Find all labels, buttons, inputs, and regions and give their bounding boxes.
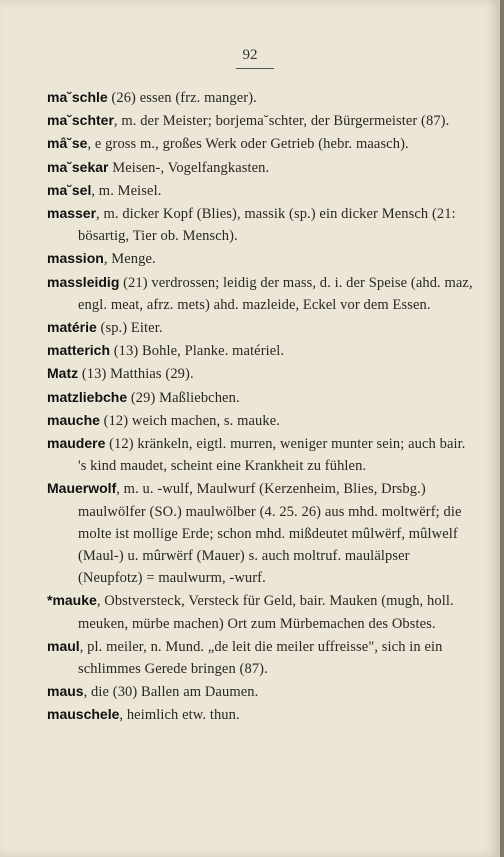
entry-text: , e gross m., großes Werk oder Getrieb (hebr. maasch). xyxy=(87,136,409,153)
entry-text: , m. der Meister; borjema˘schter, der Bürgermeister (87). xyxy=(113,113,450,130)
entry xyxy=(47,339,477,362)
entry-text: , m. dicker Kopf (Blies), massik (sp.) ein dicker Mensch (21: bösartig, Tier ob. Mensch). xyxy=(78,206,456,245)
entry-text: (29) Maßliebchen. xyxy=(127,389,240,406)
entry-headword: Matz xyxy=(47,365,79,382)
entry-headword: mauschele xyxy=(47,706,120,723)
entry xyxy=(47,635,477,680)
entry-headword: matzliebche xyxy=(47,388,128,405)
entry-headword: massleidig xyxy=(47,273,120,290)
entry xyxy=(47,362,477,385)
entry-headword: matérie xyxy=(47,319,97,336)
entry-text: Meisen-, Vogelfangkasten. xyxy=(108,159,270,176)
entry-headword: ma˘schle xyxy=(47,89,108,105)
entry-headword: mauche xyxy=(47,411,100,428)
entry-headword: massion xyxy=(47,250,104,267)
entry-headword: maus xyxy=(47,683,84,700)
entry-headword: mâ˘se xyxy=(47,135,88,152)
entry xyxy=(47,589,477,634)
entry xyxy=(47,432,477,477)
page-edge xyxy=(500,0,504,857)
entry-headword: maudere xyxy=(47,435,106,452)
entry-headword: maul xyxy=(47,637,80,654)
entry-text: , Menge. xyxy=(103,251,156,268)
entry xyxy=(47,409,477,432)
entry-headword: ma˘sekar xyxy=(47,158,109,175)
entry-text: , Obstversteck, Versteck für Geld, bair. Mauken (mugh, holl. meuken, mürbe machen) Ort zum Mürbemachen des Obstes. xyxy=(78,593,454,632)
entry-text: (26) essen (frz. manger). xyxy=(107,90,257,106)
entry-text: (21) verdrossen; leidig der mass, d. i. der Speise (ahd. maz, engl. meat, afrz. mets) ahd. mazleide, Eckel vor dem Essen. xyxy=(78,274,473,313)
entry xyxy=(47,271,477,316)
entry xyxy=(47,386,477,409)
entry-text: (12) weich machen, s. mauke. xyxy=(99,412,280,429)
entry-text: (sp.) Eiter. xyxy=(96,320,163,337)
entry-text: (12) kränkeln, eigtl. murren, weniger munter sein; auch bair. 's kind maudet, scheint eine Krankheit zu fühlen. xyxy=(78,436,466,475)
entry xyxy=(47,179,477,202)
entry xyxy=(47,156,477,179)
entry xyxy=(47,247,477,270)
entry-headword: ma˘sel xyxy=(47,181,92,198)
entry-text: (13) Matthias (29). xyxy=(78,366,194,383)
entry-text: , heimlich etw. thun. xyxy=(119,707,240,724)
entry-headword: *mauke xyxy=(47,592,97,609)
entry xyxy=(47,680,477,703)
page-number: 92 xyxy=(242,47,258,63)
page-number-rule xyxy=(236,68,274,69)
entry-text: , m. u. -wulf, Maulwurf (Kerzenheim, Blies, Drsbg.) maulwölfer (SO.) maulwölber (4. 25. 26) aus mhd. moltwërf; die molte ist mollige Erde; schon mhd. mißdeutet mûlwërf, mûlwelf (Maul-) u. mûrwërf (Mauer) s. auch moltruf. maulälpser (Neupfotz) = maulwurm, -wurf. xyxy=(78,481,462,587)
entry xyxy=(47,86,477,109)
entry-headword: masser xyxy=(47,205,97,222)
entry-text: , m. Meisel. xyxy=(91,182,162,199)
entry xyxy=(47,316,477,339)
entry-headword: ma˘schter xyxy=(47,112,114,129)
entry xyxy=(47,202,477,247)
entry-headword: Mauerwolf xyxy=(47,480,117,497)
entry-text: , pl. meiler, n. Mund. „de leit die meiler uffreisse", sich in ein schlimmes Gerede bringen (87). xyxy=(78,638,443,678)
entry-list xyxy=(47,86,477,727)
entry xyxy=(47,477,477,589)
entry xyxy=(47,132,477,155)
entry xyxy=(47,703,477,726)
entry-text: (13) Bohle, Planke. matériel. xyxy=(110,343,285,360)
entry xyxy=(47,109,477,132)
entry-headword: matterich xyxy=(47,342,111,359)
entry-text: , die (30) Ballen am Daumen. xyxy=(83,684,259,701)
